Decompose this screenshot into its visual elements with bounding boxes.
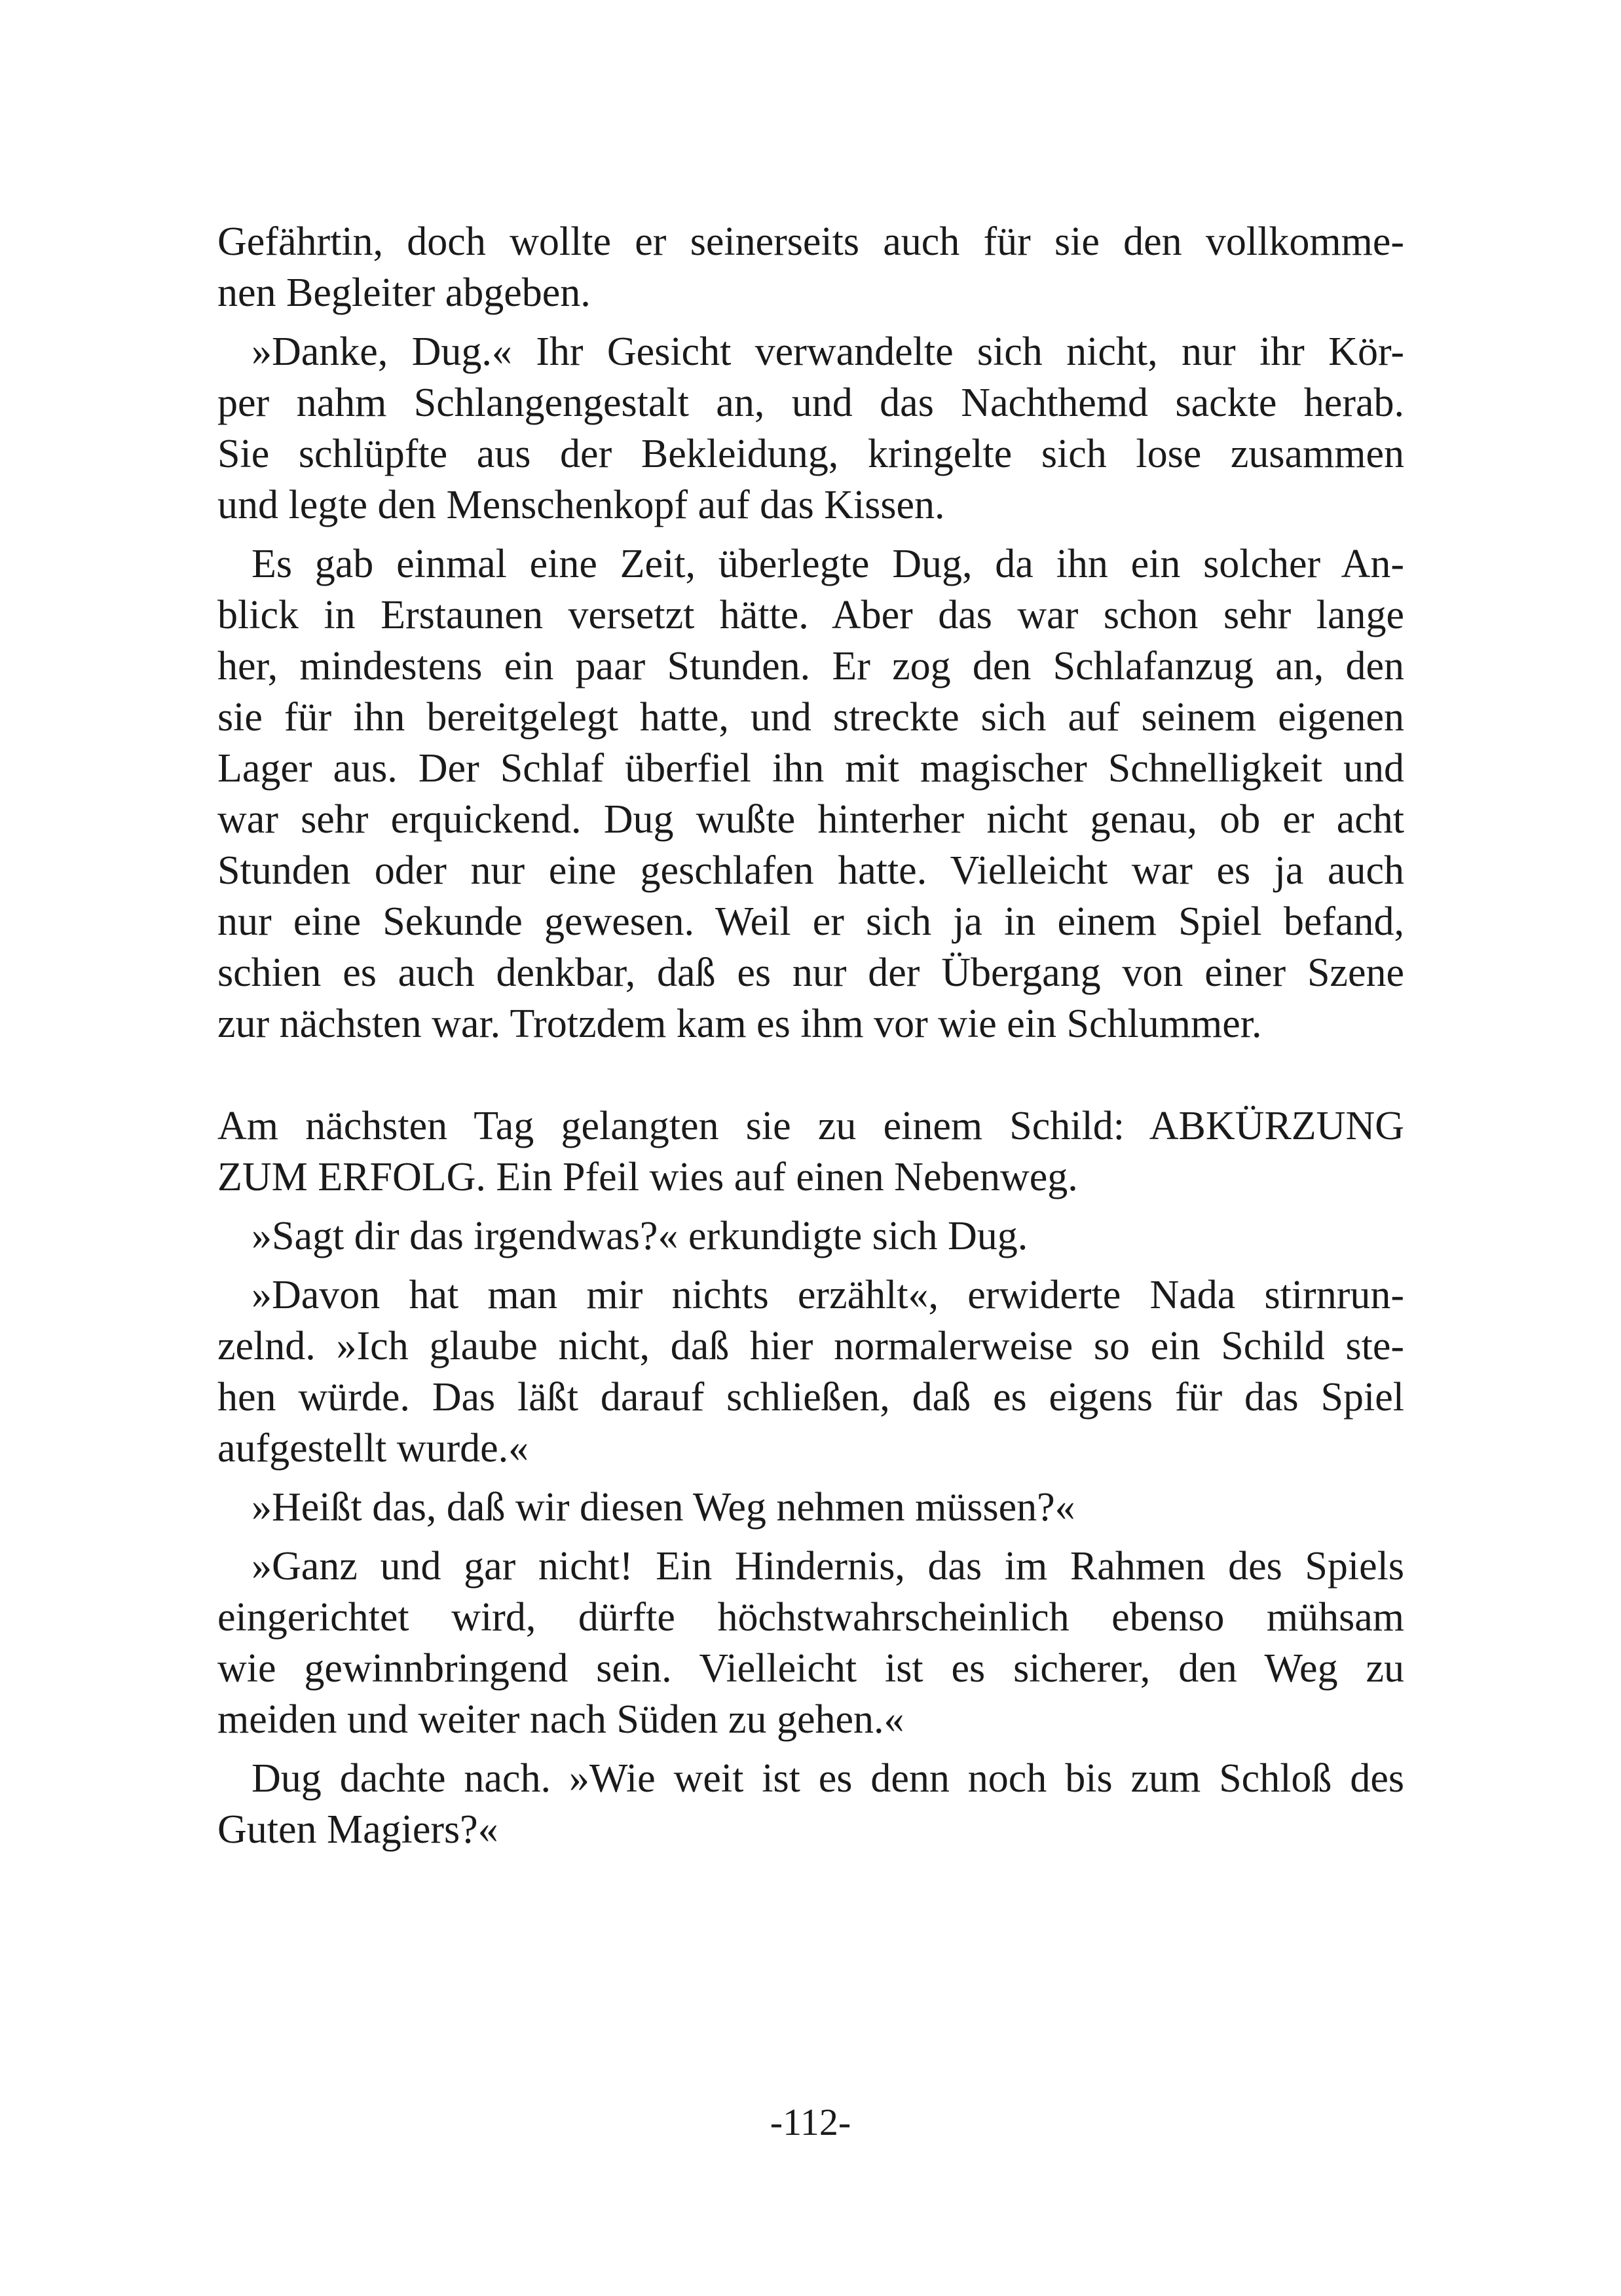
text-line: sie für ihn bereitgelegt hatte, und streckte sich auf seinem eigenen bbox=[217, 695, 1404, 740]
text-line: wie gewinnbringend sein. Vielleicht ist es sicherer, den Weg zu bbox=[217, 1646, 1404, 1691]
paragraph-8 bbox=[217, 1541, 1404, 1745]
text-line: ZUM ERFOLG. Ein Pfeil wies auf einen Nebenweg. bbox=[217, 1155, 1078, 1199]
text-line: schien es auch denkbar, daß es nur der Übergang von einer Szene bbox=[217, 950, 1404, 995]
paragraph-9 bbox=[217, 1753, 1404, 1855]
text-line: per nahm Schlangengestalt an, und das Nachthemd sackte herab. bbox=[217, 381, 1404, 425]
text-line: nur eine Sekunde gewesen. Weil er sich ja in einem Spiel befand, bbox=[217, 899, 1404, 944]
text-line: Es gab einmal eine Zeit, überlegte Dug, da ihn ein solcher An- bbox=[252, 542, 1404, 586]
text-line: zelnd. »Ich glaube nicht, daß hier normalerweise so ein Schild ste- bbox=[217, 1324, 1404, 1368]
text-line: »Sagt dir das irgendwas?« erkundigte sich Dug. bbox=[252, 1214, 1028, 1258]
paragraph-1 bbox=[217, 216, 1404, 318]
text-line: nen Begleiter abgeben. bbox=[217, 271, 591, 315]
text-line: her, mindestens ein paar Stunden. Er zog den Schlafanzug an, den bbox=[217, 644, 1404, 688]
text-line: und legte den Menschenkopf auf das Kissen. bbox=[217, 483, 945, 527]
text-line: Sie schlüpfte aus der Bekleidung, kringelte sich lose zusammen bbox=[217, 432, 1404, 476]
paragraph-4 bbox=[217, 1101, 1404, 1203]
text-line: »Davon hat man mir nichts erzählt«, erwiderte Nada stirnrun- bbox=[252, 1273, 1404, 1317]
text-line: Gefährtin, doch wollte er seinerseits auch für sie den vollkomme- bbox=[217, 219, 1404, 264]
text-line: »Danke, Dug.« Ihr Gesicht verwandelte sich nicht, nur ihr Kör- bbox=[252, 329, 1404, 374]
text-line: Am nächsten Tag gelangten sie zu einem Schild: ABKÜRZUNG bbox=[217, 1104, 1404, 1148]
text-line: meiden und weiter nach Süden zu gehen.« bbox=[217, 1697, 904, 1742]
paragraph-5 bbox=[217, 1211, 1404, 1262]
text-line: hen würde. Das läßt darauf schließen, daß es eigens für das Spiel bbox=[217, 1375, 1404, 1420]
page-body bbox=[217, 216, 1404, 1855]
text-line: aufgestellt wurde.« bbox=[217, 1426, 529, 1471]
text-line: Guten Magiers?« bbox=[217, 1807, 498, 1852]
paragraph-6 bbox=[217, 1270, 1404, 1474]
paragraph-2 bbox=[217, 326, 1404, 531]
text-line: »Heißt das, daß wir diesen Weg nehmen müssen?« bbox=[252, 1485, 1075, 1530]
text-line: eingerichtet wird, dürfte höchstwahrscheinlich ebenso mühsam bbox=[217, 1595, 1404, 1640]
text-line: Lager aus. Der Schlaf überfiel ihn mit magischer Schnelligkeit und bbox=[217, 746, 1404, 791]
text-line: »Ganz und gar nicht! Ein Hindernis, das im Rahmen des Spiels bbox=[252, 1544, 1404, 1589]
text-line: Stunden oder nur eine geschlafen hatte. Vielleicht war es ja auch bbox=[217, 848, 1404, 893]
page-number: -112- bbox=[770, 2101, 851, 2143]
text-line: blick in Erstaunen versetzt hätte. Aber das war schon sehr lange bbox=[217, 593, 1404, 637]
paragraph-7 bbox=[217, 1482, 1404, 1533]
paragraph-3 bbox=[217, 538, 1404, 1049]
section-break bbox=[217, 1049, 1404, 1101]
text-line: war sehr erquickend. Dug wußte hinterher nicht genau, ob er acht bbox=[217, 797, 1404, 842]
text-line: Dug dachte nach. »Wie weit ist es denn noch bis zum Schloß des bbox=[252, 1756, 1404, 1801]
text-line: zur nächsten war. Trotzdem kam es ihm vor wie ein Schlummer. bbox=[217, 1002, 1262, 1046]
